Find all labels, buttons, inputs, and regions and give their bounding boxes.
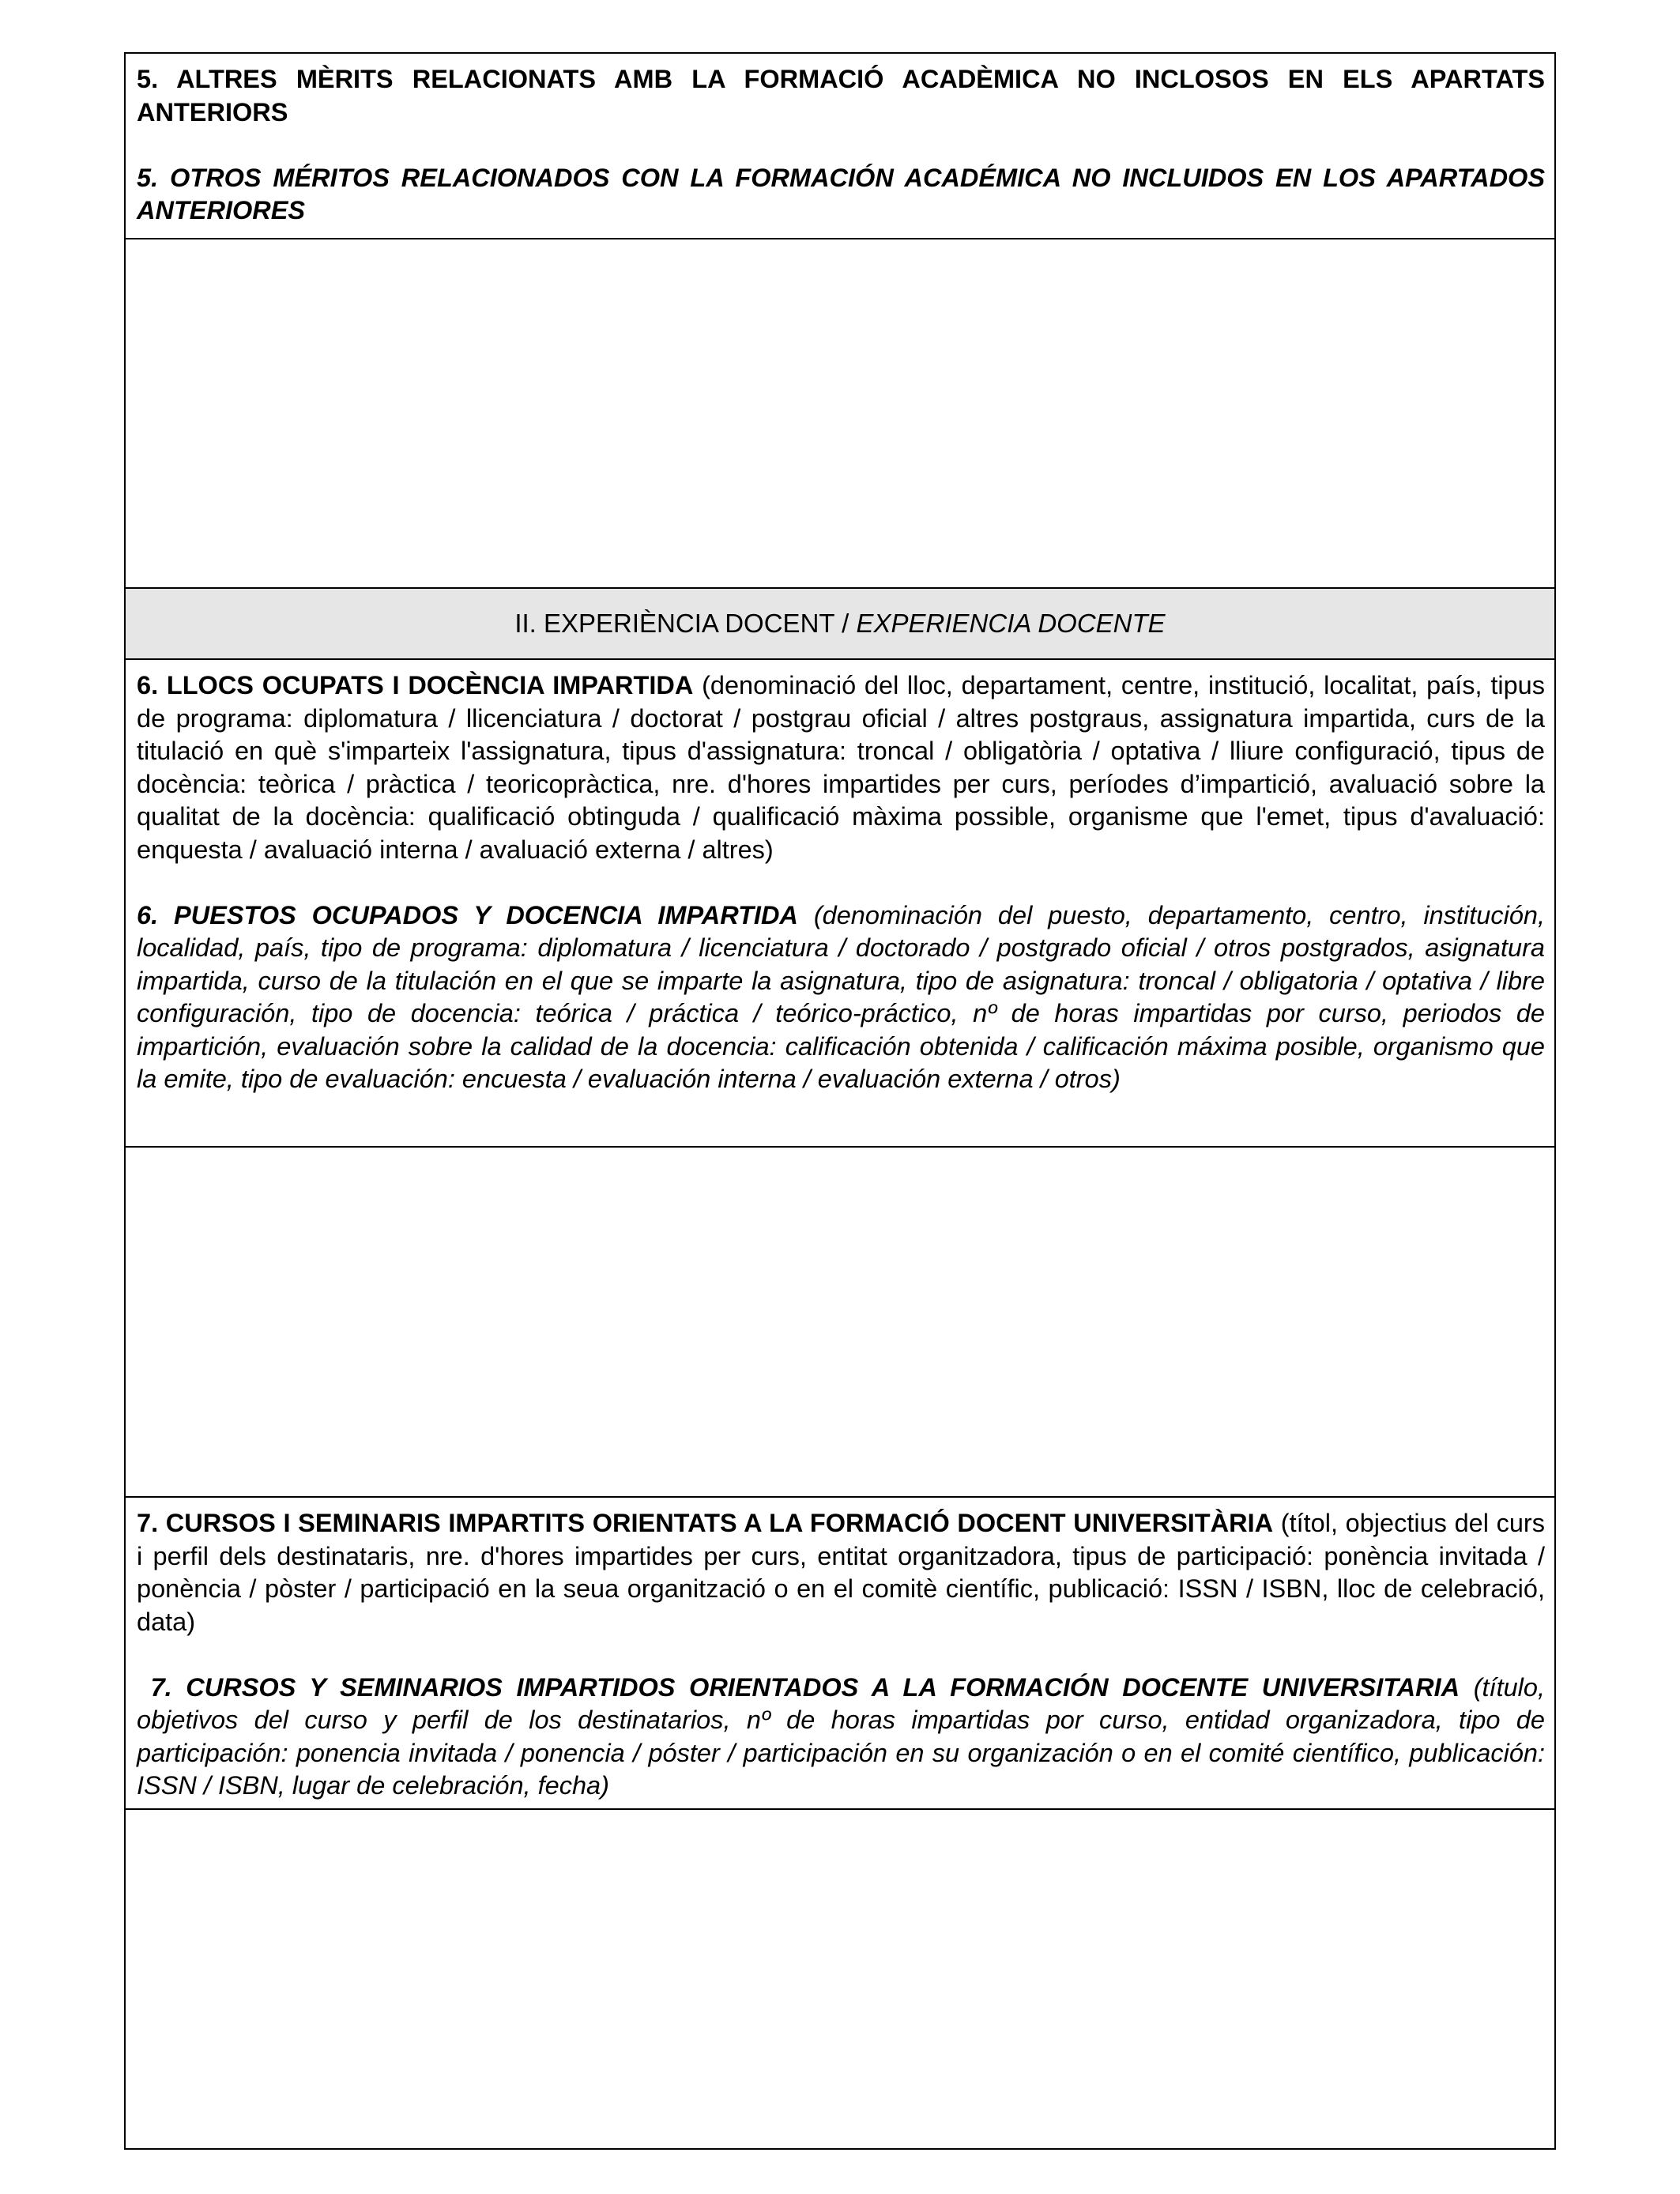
section-5-title-spanish: 5. OTROS MÉRITOS RELACIONADOS CON LA FORMACIÓN ACADÉMICA NO INCLUIDOS EN LOS APARTADOS ANTERIORES — [137, 163, 1545, 224]
section-7-description-catalan: (títol, objectius del curs i perfil dels destinataris, nre. d'hores impartides per curs, entitat organitzadora, tipus de participació: ponència invitada / ponència / pòster / participació en la seua organització o en el comitè científic, publicació: ISSN / ISBN, lloc de celebració, data) — [137, 1509, 1545, 1636]
section-6-entry-field[interactable] — [126, 1148, 1554, 1498]
section-7-spanish — [137, 1672, 1545, 1803]
section-7-catalan — [137, 1507, 1545, 1638]
section-6-title-spanish: 6. PUESTOS OCUPADOS Y DOCENCIA IMPARTIDA — [137, 900, 798, 929]
section-5-entry-field[interactable] — [126, 239, 1554, 589]
section-6-spanish — [137, 899, 1545, 1096]
section-7-title-spanish: 7. CURSOS Y SEMINARIOS IMPARTIDOS ORIENTADOS A LA FORMACIÓN DOCENTE UNIVERSITARIA — [137, 1672, 1460, 1702]
experience-section-header — [126, 589, 1554, 660]
section-7-title-catalan: 7. CURSOS I SEMINARIS IMPARTITS ORIENTATS A LA FORMACIÓ DOCENT UNIVERSITÀRIA — [137, 1509, 1274, 1537]
section-6-catalan — [137, 669, 1545, 866]
cv-form-table — [124, 52, 1556, 2150]
section-6-title-catalan: 6. LLOCS OCUPATS I DOCÈNCIA IMPARTIDA — [137, 671, 694, 699]
experience-header-spanish: EXPERIENCIA DOCENTE — [856, 609, 1166, 638]
section-6-heading — [126, 660, 1554, 1148]
experience-header-catalan: II. EXPERIÈNCIA DOCENT / — [514, 609, 857, 638]
section-5-heading — [126, 54, 1554, 239]
section-6-description-catalan: (denominació del lloc, departament, centre, institució, localitat, país, tipus de programa: diplomatura / llicenciatura / doctorat / postgrau oficial / altres postgraus, assignatura impartida, curs de la titulació en què s'imparteix l'assignatura, tipus d'assignatura: troncal / obligatòria / optativa / lliure configuració, tipus de docència: teòrica / pràctica / teoricopràctica, nre. d'hores impartides per curs, períodes d’impartició, avaluació sobre la qualitat de la docència: qualificació obtinguda / qualificació màxima possible, organisme que l'emet, tipus d'avaluació: enquesta / avaluació interna / avaluació externa / altres) — [137, 671, 1545, 864]
section-7-entry-field[interactable] — [126, 1810, 1554, 2148]
section-7-heading — [126, 1498, 1554, 1810]
section-7-description-spanish: (título, objetivos del curso y perfil de los destinatarios, nº de horas impartidas por curso, entidad organizadora, tipo de participación: ponencia invitada / ponencia / póster / participación en su organización o en el comité científico, publicación: ISSN / ISBN, lugar de celebración, fecha) — [137, 1672, 1546, 1800]
section-6-description-spanish: (denominación del puesto, departamento, centro, institución, localidad, país, tipo de programa: diplomatura / licenciatura / doctorado / postgrado oficial / otros postgrados, asignatura impartida, curso de la titulación en el que se imparte la asignatura, tipo de asignatura: troncal / obligatoria / optativa / libre configuración, tipo de docencia: teórica / práctica / teórico-práctico, nº de horas impartidas por curso, periodos de impartición, evaluación sobre la calidad de la docencia: calificación obtenida / calificación máxima posible, organismo que la emite, tipo de evaluación: encuesta / evaluación interna / evaluación externa / otros) — [137, 900, 1545, 1093]
section-5-title-catalan: 5. ALTRES MÈRITS RELACIONATS AMB LA FORMACIÓ ACADÈMICA NO INCLOSOS EN ELS APARTATS ANTERIORS — [137, 65, 1545, 126]
